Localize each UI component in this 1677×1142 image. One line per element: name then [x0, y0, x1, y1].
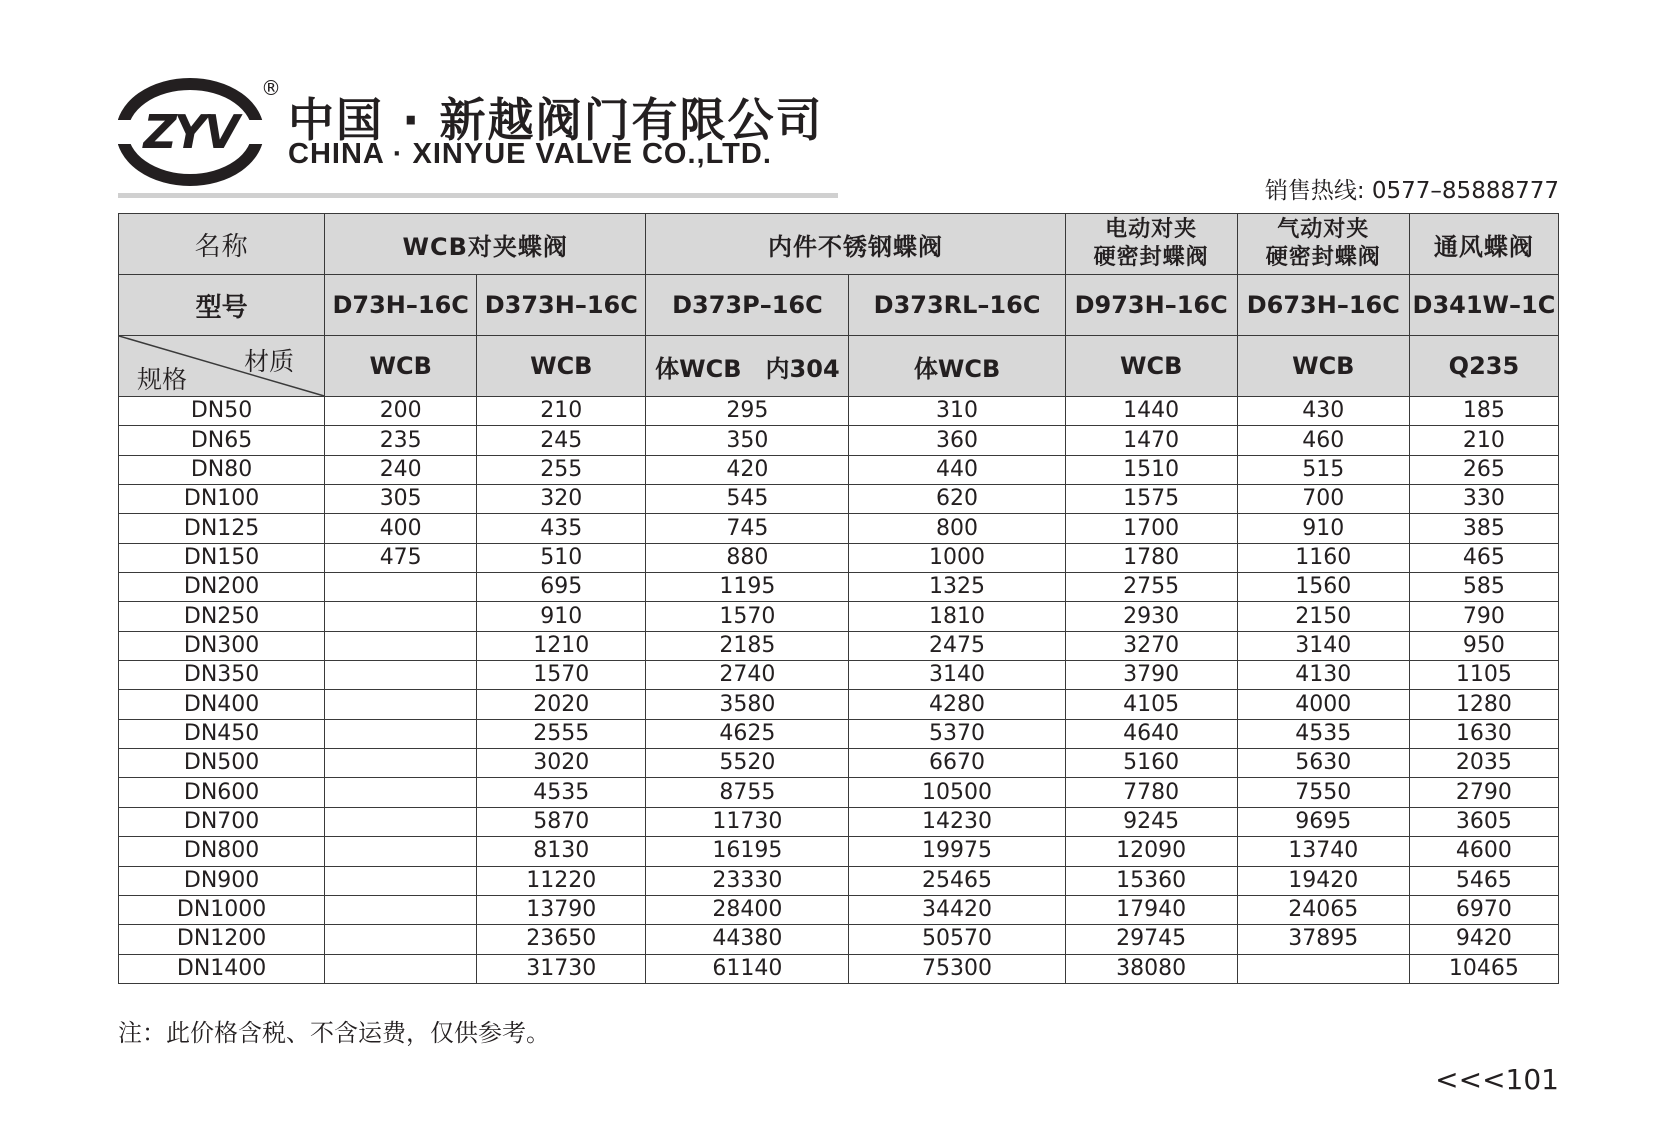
- model-cell: D73H–16C: [325, 275, 477, 336]
- price-cell: 29745: [1065, 925, 1237, 954]
- price-cell: 440: [849, 455, 1065, 484]
- price-cell: 2930: [1065, 602, 1237, 631]
- price-cell: 75300: [849, 954, 1065, 983]
- price-cell: [325, 807, 477, 836]
- price-cell: 4105: [1065, 690, 1237, 719]
- price-cell: 235: [325, 426, 477, 455]
- price-cell: 34420: [849, 895, 1065, 924]
- table-row: [119, 602, 1559, 631]
- price-cell: 950: [1409, 631, 1558, 660]
- price-cell: 305: [325, 485, 477, 514]
- price-cell: 9245: [1065, 807, 1237, 836]
- price-cell: 435: [477, 514, 646, 543]
- price-cell: 23650: [477, 925, 646, 954]
- price-cell: 1105: [1409, 661, 1558, 690]
- price-cell: 5160: [1065, 749, 1237, 778]
- price-cell: 1280: [1409, 690, 1558, 719]
- price-cell: 475: [325, 543, 477, 572]
- table-row: [119, 690, 1559, 719]
- size-cell: DN100: [119, 485, 325, 514]
- price-cell: 400: [325, 514, 477, 543]
- header-row-material: [119, 336, 1559, 397]
- material-cell: WCB: [477, 336, 646, 397]
- price-cell: 4130: [1237, 661, 1409, 690]
- material-cell: WCB: [1237, 336, 1409, 397]
- price-cell: 17940: [1065, 895, 1237, 924]
- price-cell: 1325: [849, 573, 1065, 602]
- price-cell: 320: [477, 485, 646, 514]
- size-cell: DN80: [119, 455, 325, 484]
- header-row-model: [119, 275, 1559, 336]
- table-row: [119, 631, 1559, 660]
- price-cell: 745: [646, 514, 849, 543]
- table-row: [119, 426, 1559, 455]
- company-name-cn: 中国 · 新越阀门有限公司: [288, 93, 824, 147]
- price-cell: 465: [1409, 543, 1558, 572]
- company-header: [118, 78, 838, 188]
- price-cell: [325, 602, 477, 631]
- material-label: 材质: [244, 347, 295, 376]
- price-cell: 2475: [849, 631, 1065, 660]
- price-cell: 12090: [1065, 837, 1237, 866]
- price-cell: 1440: [1065, 397, 1237, 426]
- price-cell: 3140: [849, 661, 1065, 690]
- price-cell: 1560: [1237, 573, 1409, 602]
- price-cell: 420: [646, 455, 849, 484]
- group-line: 气动对夹 硬密封蝶阀: [1265, 217, 1381, 270]
- price-cell: 19975: [849, 837, 1065, 866]
- price-cell: 6670: [849, 749, 1065, 778]
- table-row: [119, 543, 1559, 572]
- price-note: 注：此价格含税、不含运费，仅供参考。: [118, 1019, 550, 1047]
- price-cell: 5630: [1237, 749, 1409, 778]
- price-cell: 1575: [1065, 485, 1237, 514]
- price-cell: 1195: [646, 573, 849, 602]
- price-cell: 385: [1409, 514, 1558, 543]
- material-cell: Q235: [1409, 336, 1558, 397]
- price-cell: 430: [1237, 397, 1409, 426]
- size-cell: DN450: [119, 719, 325, 748]
- table-row: [119, 719, 1559, 748]
- price-cell: 350: [646, 426, 849, 455]
- spec-material-corner: [119, 336, 325, 397]
- size-cell: DN200: [119, 573, 325, 602]
- table-row: [119, 925, 1559, 954]
- price-cell: 14230: [849, 807, 1065, 836]
- price-cell: 1470: [1065, 426, 1237, 455]
- page-number: <<<101: [1435, 1063, 1559, 1096]
- table-row: [119, 895, 1559, 924]
- size-cell: DN700: [119, 807, 325, 836]
- size-cell: DN400: [119, 690, 325, 719]
- material-cell: 体WCB 内304: [646, 336, 849, 397]
- sales-hotline: 销售热线: 0577–85888777: [1264, 178, 1559, 204]
- price-cell: 4000: [1237, 690, 1409, 719]
- price-cell: 23330: [646, 866, 849, 895]
- price-cell: 1570: [477, 661, 646, 690]
- price-cell: 44380: [646, 925, 849, 954]
- size-cell: DN900: [119, 866, 325, 895]
- price-cell: 28400: [646, 895, 849, 924]
- price-cell: 210: [1409, 426, 1558, 455]
- table-row: [119, 866, 1559, 895]
- price-cell: 16195: [646, 837, 849, 866]
- header-divider: [118, 193, 838, 198]
- size-cell: DN600: [119, 778, 325, 807]
- svg-text:ZYV: ZYV: [143, 105, 237, 159]
- price-cell: 2755: [1065, 573, 1237, 602]
- price-cell: 585: [1409, 573, 1558, 602]
- price-cell: 295: [646, 397, 849, 426]
- group-header: 通风蝶阀: [1409, 214, 1558, 275]
- registered-mark: ®: [261, 76, 281, 100]
- price-cell: 255: [477, 455, 646, 484]
- price-cell: 13740: [1237, 837, 1409, 866]
- price-cell: 1510: [1065, 455, 1237, 484]
- model-cell: D373H–16C: [477, 275, 646, 336]
- group-header: 内件不锈钢蝶阀: [646, 214, 1065, 275]
- price-cell: 2035: [1409, 749, 1558, 778]
- price-cell: [325, 895, 477, 924]
- price-cell: 2020: [477, 690, 646, 719]
- price-cell: [325, 837, 477, 866]
- price-cell: 3605: [1409, 807, 1558, 836]
- model-label: 型号: [119, 275, 325, 336]
- group-line: 电动对夹 硬密封蝶阀: [1093, 217, 1209, 270]
- table-row: [119, 778, 1559, 807]
- price-cell: 1570: [646, 602, 849, 631]
- size-cell: DN125: [119, 514, 325, 543]
- table-row: [119, 749, 1559, 778]
- table-row: [119, 455, 1559, 484]
- table-row: [119, 397, 1559, 426]
- material-cell: WCB: [1065, 336, 1237, 397]
- price-cell: 19420: [1237, 866, 1409, 895]
- price-cell: 1810: [849, 602, 1065, 631]
- group-header: [1237, 214, 1409, 275]
- size-cell: DN500: [119, 749, 325, 778]
- group-header: [1065, 214, 1237, 275]
- price-cell: 1160: [1237, 543, 1409, 572]
- price-cell: 910: [477, 602, 646, 631]
- price-cell: 8130: [477, 837, 646, 866]
- price-cell: [325, 925, 477, 954]
- price-cell: 515: [1237, 455, 1409, 484]
- price-cell: 245: [477, 426, 646, 455]
- price-cell: [325, 631, 477, 660]
- price-cell: 3270: [1065, 631, 1237, 660]
- price-cell: 37895: [1237, 925, 1409, 954]
- price-cell: 910: [1237, 514, 1409, 543]
- model-cell: D373RL–16C: [849, 275, 1065, 336]
- model-cell: D973H–16C: [1065, 275, 1237, 336]
- price-cell: 5465: [1409, 866, 1558, 895]
- size-cell: DN800: [119, 837, 325, 866]
- price-cell: 360: [849, 426, 1065, 455]
- price-cell: 460: [1237, 426, 1409, 455]
- price-cell: 6970: [1409, 895, 1558, 924]
- price-cell: 4625: [646, 719, 849, 748]
- price-cell: 15360: [1065, 866, 1237, 895]
- price-cell: 7550: [1237, 778, 1409, 807]
- price-cell: 13790: [477, 895, 646, 924]
- group-header: WCB对夹蝶阀: [325, 214, 646, 275]
- company-name-en: CHINA · XINYUE VALVE CO.,LTD.: [288, 138, 772, 170]
- price-cell: 9420: [1409, 925, 1558, 954]
- price-cell: 790: [1409, 602, 1558, 631]
- price-cell: [325, 749, 477, 778]
- price-cell: 880: [646, 543, 849, 572]
- price-cell: 2185: [646, 631, 849, 660]
- price-cell: 1780: [1065, 543, 1237, 572]
- price-cell: 2150: [1237, 602, 1409, 631]
- material-cell: 体WCB: [849, 336, 1065, 397]
- company-logo: [118, 78, 263, 186]
- price-cell: 25465: [849, 866, 1065, 895]
- price-cell: [325, 954, 477, 983]
- price-cell: 4535: [477, 778, 646, 807]
- price-cell: [325, 719, 477, 748]
- price-cell: [325, 661, 477, 690]
- price-cell: [1237, 954, 1409, 983]
- price-table: [118, 213, 1559, 984]
- price-cell: 1000: [849, 543, 1065, 572]
- model-cell: D373P–16C: [646, 275, 849, 336]
- model-cell: D673H–16C: [1237, 275, 1409, 336]
- price-cell: 3790: [1065, 661, 1237, 690]
- price-cell: 4640: [1065, 719, 1237, 748]
- price-cell: 9695: [1237, 807, 1409, 836]
- price-cell: 61140: [646, 954, 849, 983]
- price-cell: 11220: [477, 866, 646, 895]
- price-cell: 800: [849, 514, 1065, 543]
- table-row: [119, 573, 1559, 602]
- size-cell: DN150: [119, 543, 325, 572]
- price-cell: 2555: [477, 719, 646, 748]
- price-cell: 10465: [1409, 954, 1558, 983]
- size-cell: DN1400: [119, 954, 325, 983]
- price-cell: 5870: [477, 807, 646, 836]
- table-row: [119, 661, 1559, 690]
- table-row: [119, 485, 1559, 514]
- price-cell: 3020: [477, 749, 646, 778]
- size-cell: DN50: [119, 397, 325, 426]
- model-cell: D341W–1C: [1409, 275, 1558, 336]
- price-cell: 50570: [849, 925, 1065, 954]
- price-cell: 7780: [1065, 778, 1237, 807]
- price-cell: 38080: [1065, 954, 1237, 983]
- price-cell: 695: [477, 573, 646, 602]
- price-cell: [325, 573, 477, 602]
- price-cell: 210: [477, 397, 646, 426]
- price-cell: 1700: [1065, 514, 1237, 543]
- table-row: [119, 514, 1559, 543]
- price-cell: 3140: [1237, 631, 1409, 660]
- table-row: [119, 954, 1559, 983]
- size-cell: DN1200: [119, 925, 325, 954]
- table-row: [119, 837, 1559, 866]
- header-row-name: [119, 214, 1559, 275]
- price-cell: 3580: [646, 690, 849, 719]
- size-cell: DN65: [119, 426, 325, 455]
- price-cell: 510: [477, 543, 646, 572]
- price-cell: 620: [849, 485, 1065, 514]
- price-cell: 185: [1409, 397, 1558, 426]
- name-label: 名称: [119, 214, 325, 275]
- price-cell: 8755: [646, 778, 849, 807]
- price-cell: 2740: [646, 661, 849, 690]
- price-cell: 24065: [1237, 895, 1409, 924]
- price-cell: 700: [1237, 485, 1409, 514]
- price-cell: 2790: [1409, 778, 1558, 807]
- table-row: [119, 807, 1559, 836]
- size-cell: DN300: [119, 631, 325, 660]
- price-cell: 31730: [477, 954, 646, 983]
- spec-label: 规格: [137, 365, 188, 394]
- price-cell: 310: [849, 397, 1065, 426]
- material-cell: WCB: [325, 336, 477, 397]
- price-cell: 10500: [849, 778, 1065, 807]
- price-cell: 265: [1409, 455, 1558, 484]
- price-cell: 200: [325, 397, 477, 426]
- price-cell: 4535: [1237, 719, 1409, 748]
- price-cell: 4600: [1409, 837, 1558, 866]
- price-cell: 1210: [477, 631, 646, 660]
- price-cell: 5370: [849, 719, 1065, 748]
- price-cell: [325, 866, 477, 895]
- price-cell: [325, 690, 477, 719]
- price-cell: 1630: [1409, 719, 1558, 748]
- size-cell: DN250: [119, 602, 325, 631]
- size-cell: DN350: [119, 661, 325, 690]
- price-cell: 4280: [849, 690, 1065, 719]
- price-cell: 5520: [646, 749, 849, 778]
- price-cell: 330: [1409, 485, 1558, 514]
- size-cell: DN1000: [119, 895, 325, 924]
- price-cell: 11730: [646, 807, 849, 836]
- price-cell: 240: [325, 455, 477, 484]
- price-cell: [325, 778, 477, 807]
- price-cell: 545: [646, 485, 849, 514]
